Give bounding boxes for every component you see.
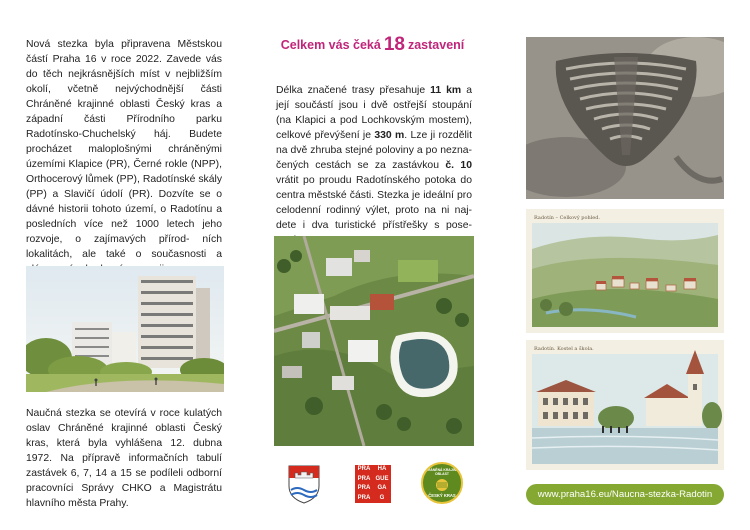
postcard-caption-2: Radotín. Kostel a škola. xyxy=(534,346,594,352)
stops-count: 18 xyxy=(383,34,405,55)
elevation-gain: 330 m xyxy=(374,130,405,141)
photo-postcard-panorama xyxy=(526,209,724,333)
website-url[interactable]: www.praha16.eu/Naucna-stezka-Radotin xyxy=(537,489,713,500)
radotin-coat-of-arms-icon xyxy=(287,464,321,504)
route-description: Délka značené trasy přesahuje 11 km a její součástí jsou i dvě ostřejší stoupání (na Klapici a pod Lochkovským mostem), celkové převýšení je 330 m. Lze ji rozdělit na dvě zhruba stejné poloviny a po nezna-čených cestách se za zastávkou č. 10 vrátit po proudu Radotínského potoka do centra městské části. Stezka je ideální pro celodenní rodinný výlet, proto na ni naj-dete i dva turistické přístřešky s pose- xyxy=(276,85,472,231)
intro-text: Nová stezka byla připravena Městskou částí Praha 16 v roce 2022. Zavede vás do těch nejkrásnějších míst v nejbližším okolí, včetně nejvýchodnější části Chráněné krajinné oblasti Český kras a západní části Přírodního parku Radotínsko-Chuchelský háj. Budete procházet maloplošnými chráněnými územími Klapice (PR), Černé rokle (NPP), Orthocerový lůmek (PP), Radotínské skály (PP) a Slavičí údolí (PR). Dozvíte se o dávné historii tohoto území, o Radotínu a posledních více než 1000 letech jeho rozvoje, o zajímavých přírod- ních lokalitách, ale také o současnosti a xyxy=(26,39,223,260)
stop-number: č. 10 xyxy=(445,160,472,171)
partner-logos xyxy=(285,462,475,506)
postcard-caption-1: Radotín – Celkový pohled. xyxy=(534,215,601,221)
stops-headline xyxy=(265,33,480,55)
photo-trilobite-fossil xyxy=(526,37,724,199)
route-length: 11 km xyxy=(430,85,462,96)
chko-cesky-kras-logo: CHRÁNĚNÁ KRAJINNÁ OBLAST ČESKÝ KRAS xyxy=(421,462,463,504)
opening-text: Naučná stezka se otevírá v roce kulatých oslav Chráněné krajinné oblasti Český kras, která byla vyhlášena 12. dubna 1972. Na přípravě informačních tabulí zastávek 6, 7, 14 a 15 se podíleli odborní pracovníci Správy CHKO a Magistrátu hlavního města Prahy. xyxy=(26,408,222,509)
headline-post: zastavení xyxy=(407,38,465,52)
headline-pre: Celkem vás čeká xyxy=(280,38,381,52)
website-link[interactable] xyxy=(526,484,724,505)
photo-aerial-view xyxy=(274,236,474,446)
photo-new-buildings xyxy=(26,266,224,392)
praha-logo: PRA HA PRA GUE PRA GA PRA G xyxy=(355,465,391,503)
photo-postcard-church xyxy=(526,340,724,470)
trilobite-icon xyxy=(434,478,450,492)
